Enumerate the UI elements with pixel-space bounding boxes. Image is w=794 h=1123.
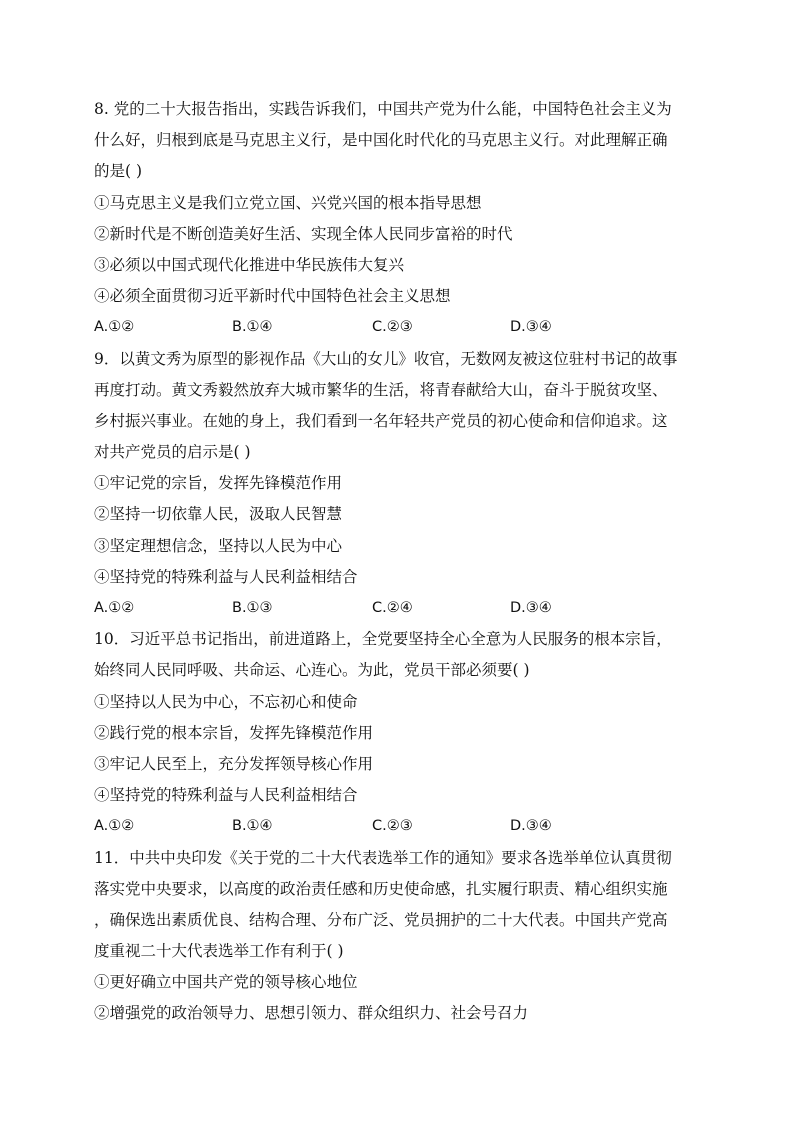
question-stem-line: 的是( ) <box>94 162 143 181</box>
statement-1: ①更好确立中国共产党的领导核心地位 <box>94 973 358 992</box>
option-a: A.①② <box>94 818 135 835</box>
option-d: D.③④ <box>510 600 552 616</box>
statement-1: ①牢记党的宗旨，发挥先锋模范作用 <box>94 474 343 493</box>
document-page <box>94 94 714 1030</box>
statement-3: ③坚定理想信念，坚持以人民为中心 <box>94 536 343 555</box>
question-stem-line: 对共产党员的启示是( ) <box>94 443 251 462</box>
question-stem-line: 度重视二十大代表选举工作有利于( ) <box>94 942 344 961</box>
statement-4: ④坚持党的特殊利益与人民利益相结合 <box>94 567 358 586</box>
answer-options <box>94 593 714 624</box>
option-a: A.①② <box>94 600 135 616</box>
statement-3: ③牢记人民至上，充分发挥领导核心作用 <box>94 754 374 773</box>
option-c: C.②③ <box>372 319 413 336</box>
question-9 <box>94 344 714 625</box>
option-c: C.②③ <box>372 818 413 835</box>
option-b: B.①③ <box>232 600 273 616</box>
option-c: C.②④ <box>372 600 413 616</box>
question-8 <box>94 94 714 344</box>
question-10 <box>94 624 714 842</box>
statement-3: ③必须以中国式现代化推进中华民族伟大复兴 <box>94 255 405 274</box>
statement-4: ④坚持党的特殊利益与人民利益相结合 <box>94 786 358 805</box>
question-stem-line: 什么好，归根到底是马克思主义行，是中国化时代化的马克思主义行。对此理解正确 <box>94 131 668 150</box>
statement-2: ②新时代是不断创造美好生活、实现全体人民同步富裕的时代 <box>94 224 513 243</box>
question-stem-line: 再度打动。黄文秀毅然放弃大城市繁华的生活，将青春献给大山，奋斗于脱贫攻坚、 <box>94 380 668 399</box>
question-stem-line: 8. 党的二十大报告指出，实践告诉我们，中国共产党为什么能，中国特色社会主义为 <box>94 100 672 118</box>
answer-options <box>94 312 714 343</box>
question-11 <box>94 843 714 1030</box>
statement-1: ①马克思主义是我们立党立国、兴党兴国的根本指导思想 <box>94 193 482 212</box>
option-d: D.③④ <box>510 818 552 835</box>
statement-2: ②坚持一切依靠人民，汲取人民智慧 <box>94 505 343 524</box>
statement-2: ②增强党的政治领导力、思想引领力、群众组织力、社会号召力 <box>94 1004 529 1023</box>
answer-options <box>94 811 714 842</box>
statement-2: ②践行党的根本宗旨，发挥先锋模范作用 <box>94 723 374 742</box>
statement-4: ④必须全面贯彻习近平新时代中国特色社会主义思想 <box>94 287 451 306</box>
option-b: B.①④ <box>232 818 273 835</box>
option-a: A.①② <box>94 319 135 336</box>
question-stem-line: 10．习近平总书记指出，前进道路上，全党要坚持全心全意为人民服务的根本宗旨， <box>94 630 672 649</box>
question-stem-line: 乡村振兴事业。在她的身上，我们看到一名年轻共产党员的初心使命和信仰追求。这 <box>94 411 668 430</box>
statement-1: ①坚持以人民为中心，不忘初心和使命 <box>94 692 358 711</box>
option-b: B.①④ <box>232 319 273 336</box>
question-stem-line: 落实党中央要求，以高度的政治责任感和历史使命感，扎实履行职责、精心组织实施 <box>94 879 668 898</box>
question-stem-line: 11．中共中央印发《关于党的二十大代表选举工作的通知》要求各选举单位认真贯彻 <box>94 848 672 867</box>
option-d: D.③④ <box>510 319 552 336</box>
question-stem-line: 9．以黄文秀为原型的影视作品《大山的女儿》收官，无数网友被这位驻村书记的故事 <box>94 349 678 368</box>
question-stem-line: 始终同人民同呼吸、共命运、心连心。为此，党员干部必须要( ) <box>94 661 530 680</box>
question-stem-line: ，确保选出素质优良、结构合理、分布广泛、党员拥护的二十大代表。中国共产党高 <box>94 910 668 929</box>
